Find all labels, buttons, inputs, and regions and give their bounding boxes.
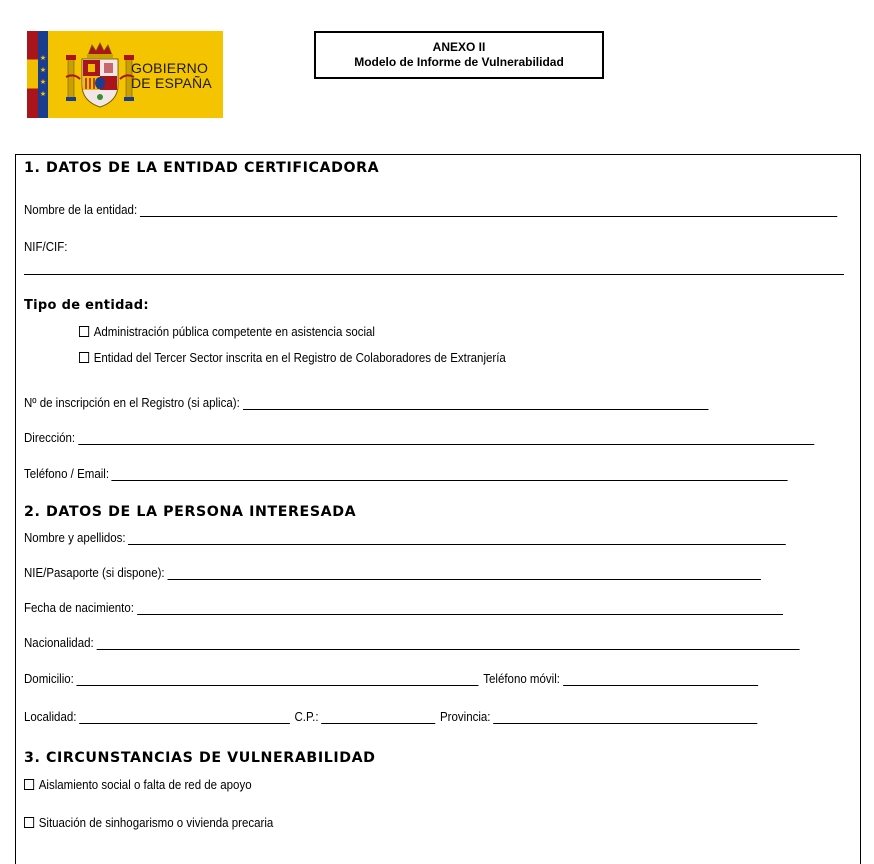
locality-label: Localidad: [24, 710, 77, 724]
vulnerability-option-label: Aislamiento social o falta de red de apoyo [38, 778, 252, 792]
checkbox-icon[interactable] [24, 779, 34, 790]
locality-field[interactable] [79, 710, 290, 724]
annex-title: ANEXO II [432, 40, 486, 54]
phone-email-field[interactable] [112, 467, 788, 481]
nationality-label: Nacionalidad: [24, 636, 94, 650]
coat-of-arms-icon [64, 41, 136, 111]
nif-label: NIF/CIF: [24, 240, 68, 254]
nationality-row [24, 636, 799, 650]
checkbox-icon[interactable] [79, 326, 89, 337]
eu-stars-icon: ★ ★ ★ ★ [39, 55, 47, 98]
birth-label: Fecha de nacimiento: [24, 601, 134, 615]
address-field[interactable] [78, 431, 814, 445]
entity-type-option-label: Administración pública competente en asistencia social [93, 325, 375, 339]
domicile-field[interactable] [77, 672, 479, 686]
name-label: Nombre y apellidos: [24, 531, 126, 545]
entity-type-option-label: Entidad del Tercer Sector inscrita en el Registro de Colaboradores de Extranjería [93, 351, 506, 365]
entity-name-label: Nombre de la entidad: [24, 203, 138, 217]
cp-field[interactable] [321, 710, 435, 724]
registry-field[interactable] [243, 396, 709, 410]
entity-type-option-third-sector[interactable] [79, 351, 506, 365]
logo-line-1: GOBIERNO [131, 60, 209, 76]
locality-row [24, 710, 757, 724]
entity-type-option-public[interactable] [79, 325, 375, 339]
phone-email-row [24, 467, 788, 481]
annex-subtitle: Modelo de Informe de Vulnerabilidad [354, 55, 564, 69]
section-2-title: 2. DATOS DE LA PERSONA INTERESADA [24, 504, 357, 520]
nif-field[interactable] [24, 274, 844, 275]
checkbox-icon[interactable] [24, 817, 34, 828]
entity-name-row [24, 203, 837, 217]
domicile-row [24, 672, 758, 686]
nationality-field[interactable] [96, 636, 799, 650]
section-3-title: 3. CIRCUNSTANCIAS DE VULNERABILIDAD [24, 750, 376, 766]
nif-row [24, 240, 67, 254]
registry-row [24, 396, 708, 410]
logo-text [131, 61, 212, 91]
mobile-field[interactable] [563, 672, 758, 686]
checkbox-icon[interactable] [79, 352, 89, 363]
logo-line-2: DE ESPAÑA [131, 75, 212, 91]
spain-flag-bar [27, 31, 38, 118]
nie-field[interactable] [167, 566, 760, 580]
cp-label: C.P.: [294, 710, 319, 724]
phone-email-label: Teléfono / Email: [24, 467, 110, 481]
province-label: Provincia: [439, 710, 491, 724]
birth-row [24, 601, 783, 615]
domicile-label: Domicilio: [24, 672, 74, 686]
address-row [24, 431, 814, 445]
name-row [24, 531, 786, 545]
name-field[interactable] [128, 531, 786, 545]
vulnerability-option-label: Situación de sinhogarismo o vivienda precaria [38, 816, 274, 830]
gobierno-de-espana-logo [27, 31, 223, 118]
vulnerability-option-isolation[interactable] [24, 778, 252, 792]
mobile-label: Teléfono móvil: [483, 672, 560, 686]
section-1-title: 1. DATOS DE LA ENTIDAD CERTIFICADORA [24, 160, 380, 176]
entity-name-field[interactable] [140, 203, 837, 217]
entity-type-heading: Tipo de entidad: [24, 298, 149, 313]
nie-row [24, 566, 761, 580]
province-field[interactable] [493, 710, 757, 724]
registry-label: Nº de inscripción en el Registro (si aplica): [24, 396, 240, 410]
annex-title-box [314, 31, 604, 79]
birth-field[interactable] [137, 601, 783, 615]
vulnerability-option-homelessness[interactable] [24, 816, 273, 830]
address-label: Dirección: [24, 431, 76, 445]
nie-label: NIE/Pasaporte (si dispone): [24, 566, 165, 580]
